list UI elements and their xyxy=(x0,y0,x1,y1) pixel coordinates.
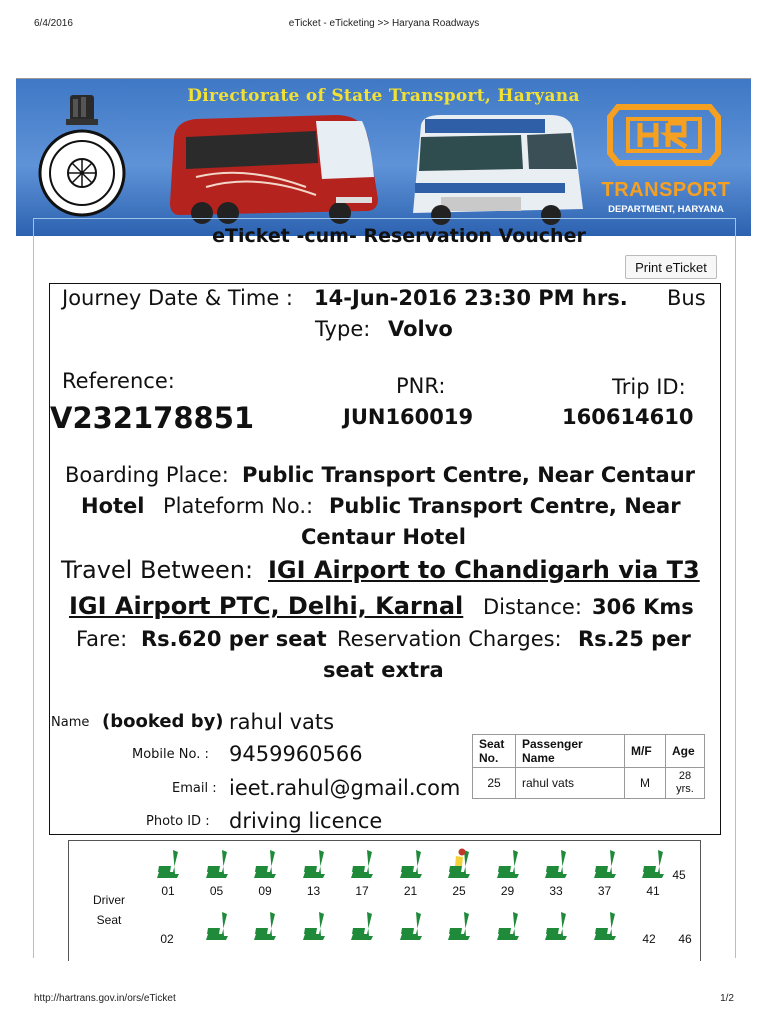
seat-number: 33 xyxy=(549,884,563,898)
cell-age: 28 yrs. xyxy=(666,768,705,799)
available-seat-icon[interactable] xyxy=(204,848,230,880)
mobile-value: 9459960566 xyxy=(229,742,363,766)
boarding-place-label: Boarding Place: xyxy=(65,463,229,487)
available-seat-icon[interactable] xyxy=(495,848,521,880)
print-url: http://hartrans.gov.in/ors/eTicket xyxy=(34,993,176,1004)
available-seat-icon[interactable] xyxy=(592,910,618,942)
passenger-name-value: rahul vats xyxy=(229,710,335,734)
roadways-bus-icon xyxy=(401,109,591,229)
haryana-emblem-icon xyxy=(36,93,128,217)
print-eticket-button[interactable]: Print eTicket xyxy=(625,255,717,279)
pnr-label: PNR: xyxy=(396,374,446,398)
boarding-place-value: Public Transport Centre, Near Centaur xyxy=(242,463,695,487)
available-seat-icon[interactable] xyxy=(349,910,375,942)
seat-number: 37 xyxy=(597,884,612,898)
available-seat-icon[interactable] xyxy=(592,848,618,880)
content-frame-top xyxy=(33,218,736,219)
col-passenger-name: Passenger Name xyxy=(516,735,625,768)
print-footer xyxy=(0,990,768,1010)
available-seat-icon[interactable] xyxy=(204,910,230,942)
bus-type-value: Volvo xyxy=(388,317,453,341)
reservation-charges-value: Rs.25 per xyxy=(578,627,691,651)
mobile-label: Mobile No. : xyxy=(132,747,209,762)
bus-type-label: Type: xyxy=(315,317,371,341)
distance-label: Distance: xyxy=(483,595,582,619)
seat-number: 46 xyxy=(678,932,692,946)
seat-number: 13 xyxy=(306,884,321,898)
available-seat-icon[interactable] xyxy=(252,910,278,942)
trip-id-value: 160614610 xyxy=(562,405,694,429)
seat-number: 01 xyxy=(161,884,175,898)
photo-id-value: driving licence xyxy=(229,809,383,833)
transport-label: TRANSPORT xyxy=(601,179,731,201)
driver-label-line1: Driver xyxy=(93,893,125,907)
distance-value: 306 Kms xyxy=(592,595,694,619)
available-seat-icon[interactable] xyxy=(252,848,278,880)
voucher-title: eTicket -cum- Reservation Voucher xyxy=(212,225,586,247)
available-seat-icon[interactable] xyxy=(398,910,424,942)
route-line1: IGI Airport to Chandigarh via T3 xyxy=(268,556,700,584)
platform-value: Public Transport Centre, Near xyxy=(329,494,681,518)
reference-label: Reference: xyxy=(62,369,175,393)
seat-number: 17 xyxy=(355,884,369,898)
table-header-row xyxy=(473,735,705,768)
reference-value: V232178851 xyxy=(50,401,255,435)
seat-number: 41 xyxy=(646,884,660,898)
seat-number: 09 xyxy=(258,884,272,898)
booked-by-label: (booked by) xyxy=(102,711,224,732)
platform-value-cont: Centaur Hotel xyxy=(301,525,466,549)
booked-seat-icon[interactable] xyxy=(446,848,472,880)
seat-number: 25 xyxy=(452,884,466,898)
col-age: Age xyxy=(666,735,705,768)
seat-number: 05 xyxy=(209,884,224,898)
seat-number: 29 xyxy=(500,884,515,898)
hr-transport-logo-icon xyxy=(606,99,726,169)
print-page-title: eTicket - eTicketing >> Haryana Roadways xyxy=(288,18,480,29)
available-seat-icon[interactable] xyxy=(398,848,424,880)
available-seat-icon[interactable] xyxy=(155,848,181,880)
driver-label-line2: Seat xyxy=(96,913,122,927)
department-label: DEPARTMENT, HARYANA xyxy=(608,204,724,215)
available-seat-icon[interactable] xyxy=(543,848,569,880)
col-seat-no: Seat No. xyxy=(473,735,516,768)
platform-label: Plateform No.: xyxy=(163,494,314,518)
photo-id-label: Photo ID : xyxy=(146,814,210,829)
email-label: Email : xyxy=(172,781,217,796)
available-seat-icon[interactable] xyxy=(349,848,375,880)
print-header xyxy=(0,14,768,34)
journey-date-label: Journey Date & Time : xyxy=(62,286,294,310)
seat-passenger-table xyxy=(472,734,705,799)
available-seat-icon[interactable] xyxy=(495,910,521,942)
cell-gender: M xyxy=(625,768,666,799)
seat-number: 02 xyxy=(160,932,174,946)
available-seat-icon[interactable] xyxy=(446,910,472,942)
available-seat-icon[interactable] xyxy=(543,910,569,942)
print-date: 6/4/2016 xyxy=(34,18,73,29)
email-value: ieet.rahul@gmail.com xyxy=(229,776,461,800)
pnr-value: JUN160019 xyxy=(343,405,474,429)
seat-number: 21 xyxy=(403,884,418,898)
available-seat-icon[interactable] xyxy=(301,910,327,942)
reservation-charges-label: Reservation Charges: xyxy=(337,627,562,651)
fare-label: Fare: xyxy=(76,627,128,651)
name-label: Name xyxy=(51,715,90,730)
table-row xyxy=(473,768,705,799)
seat-number: 45 xyxy=(672,868,686,882)
available-seat-icon[interactable] xyxy=(640,848,666,880)
available-seat-icon[interactable] xyxy=(301,848,327,880)
bus-label: Bus xyxy=(667,286,706,310)
driver-seat-label xyxy=(84,890,134,930)
cell-name: rahul vats xyxy=(516,768,625,799)
reservation-charges-value-cont: seat extra xyxy=(323,658,444,682)
fare-value: Rs.620 per seat xyxy=(141,627,327,651)
volvo-bus-icon xyxy=(166,107,381,225)
seat-number: 42 xyxy=(642,932,656,946)
banner-title: Directorate of State Transport, Haryana xyxy=(187,86,580,106)
route-line2: IGI Airport PTC, Delhi, Karnal xyxy=(69,592,464,620)
travel-between-label: Travel Between: xyxy=(61,556,254,584)
trip-id-label: Trip ID: xyxy=(612,375,686,399)
boarding-place-value-cont: Hotel xyxy=(81,494,145,518)
col-gender: M/F xyxy=(625,735,666,768)
header-banner xyxy=(16,78,751,236)
print-page-number: 1/2 xyxy=(720,993,734,1004)
cell-seat: 25 xyxy=(473,768,516,799)
journey-date-value: 14-Jun-2016 23:30 PM hrs. xyxy=(314,286,628,310)
